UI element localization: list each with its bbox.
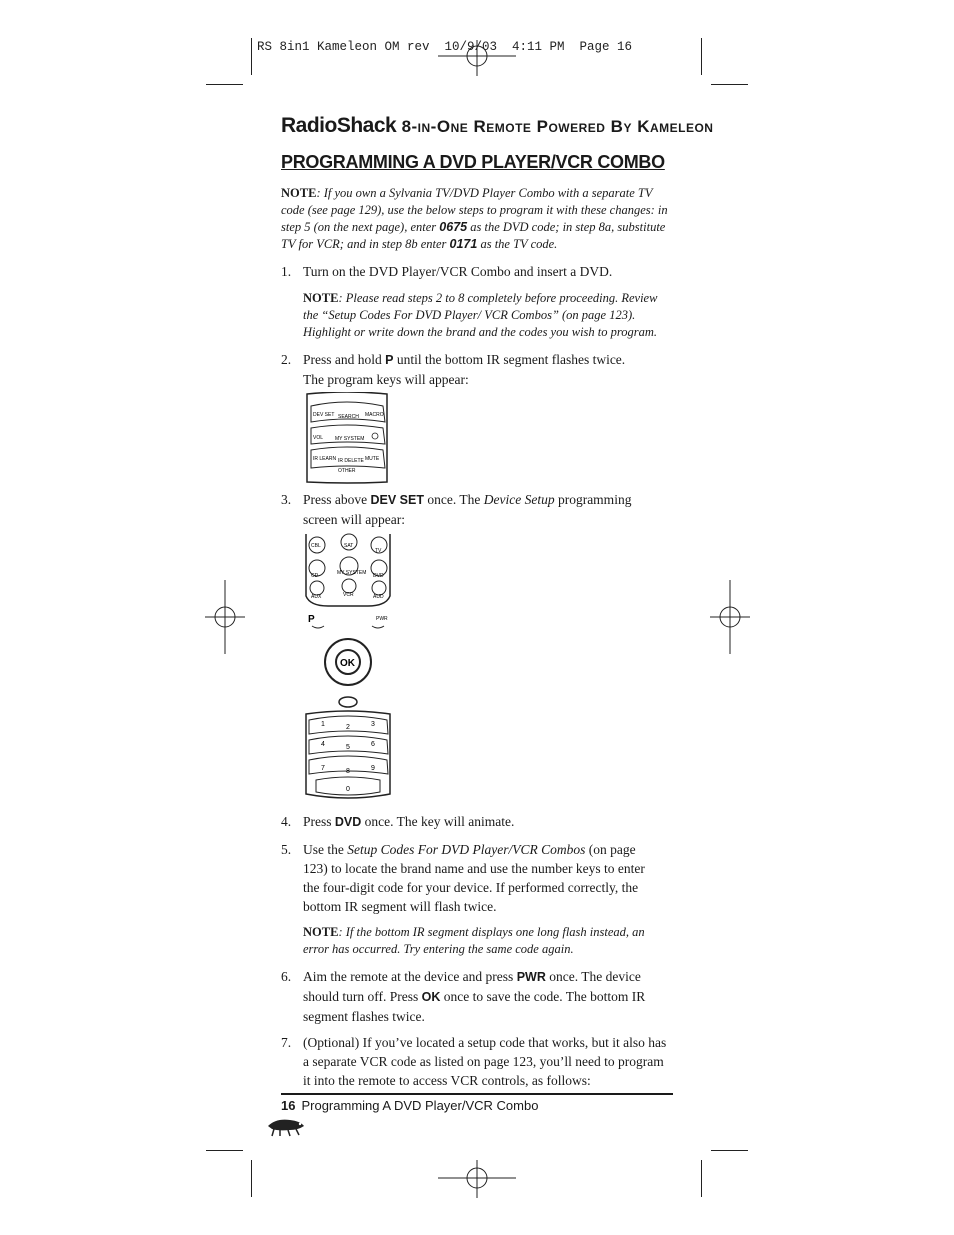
mute-key: MUTE — [365, 456, 380, 462]
intro-note: NOTE: If you own a Sylvania TV/DVD Player Combo with a separate TV code (see page 129), use the below steps to program it with these changes: in step 5 (on the next page), enter 0675 as the DVD code; in step 8a, substitute TV for VCR; and in step 8b enter 0171 as the TV code. — [281, 186, 668, 251]
step-1-text: Turn on the DVD Player/VCR Combo and insert a DVD. — [303, 264, 613, 279]
guide-icon — [339, 697, 357, 707]
chameleon-logo-icon — [266, 1116, 306, 1138]
number-key: 2 — [346, 724, 350, 731]
p-key: P — [308, 614, 315, 625]
ok-label: OK — [421, 990, 441, 1004]
dvd-code: 0675 — [439, 220, 468, 234]
crop-mark — [711, 84, 748, 85]
section-title: PROGRAMMING A DVD PLAYER/VCR COMBO — [281, 152, 665, 172]
step-number: 7. — [281, 1035, 292, 1050]
crop-mark — [711, 1150, 748, 1151]
step-number: 5. — [281, 842, 292, 857]
page-number: 16 — [281, 1098, 296, 1113]
note-label: NOTE — [281, 186, 317, 200]
sat-key: SAT — [344, 543, 354, 549]
footer-rule — [281, 1093, 673, 1095]
aux-key: AUX — [311, 594, 322, 600]
p-key-label: P — [385, 353, 394, 367]
registration-mark — [438, 1158, 516, 1198]
vcr-key: VCR — [343, 592, 354, 598]
step-6-text: Aim the remote at the device and press PWR once. The device should turn off. Press OK once to save the code. The bottom IR segment flashes twice. — [303, 969, 646, 1024]
step-number: 3. — [281, 492, 292, 507]
dev-set-key: DEV SET — [313, 412, 335, 418]
step-number: 1. — [281, 264, 292, 279]
vol-key: VOL — [313, 435, 324, 441]
step-5-note: NOTE: If the bottom IR segment displays one long flash instead, an error has occurred. Try entering the same code again. — [303, 925, 645, 956]
number-key: 3 — [371, 721, 375, 728]
cd-key: CD — [311, 573, 319, 579]
page-footer — [281, 1098, 538, 1113]
tv-key: TV — [375, 548, 382, 554]
number-key: 8 — [346, 768, 350, 775]
crop-mark — [251, 38, 252, 75]
registration-mark — [710, 580, 750, 658]
step-1-note: NOTE: Please read steps 2 to 8 completely before proceeding. Review the “Setup Codes For DVD Player/ VCR Combos” (on page 123). Highlight or write down the brand and the codes you wish to program. — [303, 291, 658, 339]
number-key: 5 — [346, 744, 350, 751]
step-2-text: Press and hold P until the bottom IR segment flashes twice. The program keys will appear: — [303, 352, 626, 387]
number-key: 6 — [371, 741, 375, 748]
step-4-text: Press DVD once. The key will animate. — [303, 814, 515, 829]
other-key: OTHER — [338, 468, 356, 474]
footer-section: Programming A DVD Player/VCR Combo — [301, 1098, 539, 1113]
registration-mark — [438, 40, 516, 80]
dev-set-label: DEV SET — [370, 493, 424, 507]
number-key: 7 — [321, 765, 325, 772]
number-key: 1 — [321, 721, 325, 728]
step-5-text: Use the Setup Codes For DVD Player/VCR Combos (on page 123) to locate the brand name and use the number keys to enter the four-digit code for your device. If performed correctly, the bottom IR segment will flash twice. — [303, 842, 645, 914]
brand-logo: RadioShack — [281, 114, 397, 137]
cbl-key: CBL — [311, 543, 321, 549]
macro-key: MACRO — [365, 412, 384, 418]
ir-learn-key: IR LEARN — [313, 456, 337, 462]
aud-key: AUD — [373, 594, 384, 600]
product-name: 8-in-One Remote Powered By Kameleon — [401, 117, 714, 136]
dvd-key: DVD — [373, 573, 384, 579]
program-keys-illustration — [303, 392, 391, 484]
step-number: 4. — [281, 814, 292, 829]
step-7-text: (Optional) If you’ve located a setup code that works, but it also has a separate VCR code as listed on page 123, you’ll need to program it into the remote to access VCR controls, as follows: — [303, 1035, 667, 1088]
my-system-key: MY SYSTEM — [337, 570, 367, 576]
my-system-key: MY SYSTEM — [335, 436, 365, 442]
step-number: 2. — [281, 352, 292, 367]
tv-code: 0171 — [449, 237, 478, 251]
print-slug: RS 8in1 Kameleon OM rev 10/9/03 4:11 PM Page 16 — [257, 40, 633, 54]
registration-mark — [205, 580, 245, 658]
number-key: 9 — [371, 765, 375, 772]
ok-key: OK — [340, 658, 355, 669]
dvd-label: DVD — [334, 815, 362, 829]
pwr-label: PWR — [516, 970, 546, 984]
crop-mark — [701, 1160, 702, 1197]
crop-mark — [701, 38, 702, 75]
pwr-key: PWR — [376, 616, 388, 622]
number-key: 4 — [321, 741, 325, 748]
ir-delete-key: IR DELETE — [338, 458, 364, 464]
number-key: 0 — [346, 786, 350, 793]
crop-mark — [206, 1150, 243, 1151]
device-setup-illustration — [302, 530, 394, 802]
search-key: SEARCH — [338, 414, 359, 420]
crop-mark — [251, 1160, 252, 1197]
page-header — [281, 114, 713, 138]
step-3-text: Press above DEV SET once. The Device Setup programming screen will appear: — [303, 492, 632, 527]
step-number: 6. — [281, 969, 292, 984]
crop-mark — [206, 84, 243, 85]
